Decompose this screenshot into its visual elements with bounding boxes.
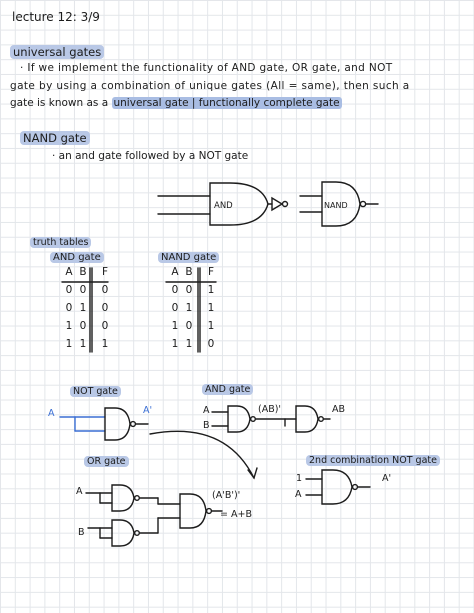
nand-cell: 0: [171, 302, 179, 314]
nand-header-f: F: [207, 266, 215, 278]
not-gate-impl-diagram: [60, 408, 148, 440]
nand-cell: 0: [185, 284, 193, 296]
nand-cell: 1: [171, 320, 179, 332]
nand-gate-label: NAND: [324, 201, 348, 210]
and-cell: 0: [101, 284, 109, 296]
and-table-row: [62, 320, 112, 332]
and-cell: 0: [79, 284, 87, 296]
second-not-diagram: [306, 470, 370, 504]
nand-table-header: [168, 266, 218, 278]
universal-gate-term: universal gate | functionally complete gate: [113, 97, 340, 109]
and-table-header: [62, 266, 112, 278]
nand-cell: 0: [171, 284, 179, 296]
connector-arrow: [150, 431, 254, 478]
nand-table-title-text: NAND gate: [158, 252, 219, 263]
nand-cell: 1: [207, 284, 215, 296]
nand-table-row: [168, 284, 218, 296]
nand-cell: 0: [185, 320, 193, 332]
and-impl-input-b: B: [203, 420, 210, 431]
and-cell: 0: [101, 302, 109, 314]
and-impl-heading: [202, 384, 253, 395]
second-not-output: A': [382, 473, 392, 484]
nand-cell: 1: [207, 302, 215, 314]
nand-cell: 1: [185, 338, 193, 350]
or-impl-heading: [84, 456, 129, 467]
and-cell: 0: [65, 284, 73, 296]
nand-cell: 1: [207, 320, 215, 332]
definition-line-2: gate by using a combination of unique gates (All = same), then such a: [10, 80, 410, 92]
and-table-title-text: AND gate: [50, 252, 104, 263]
nand-cell: 1: [171, 338, 179, 350]
and-table-row: [62, 338, 112, 350]
and-impl-output: AB: [332, 404, 346, 415]
and-cell: 1: [79, 338, 87, 350]
and-cell: 0: [101, 320, 109, 332]
and-header-b: B: [79, 266, 87, 278]
and-header-a: A: [65, 266, 73, 278]
nand-cell: 0: [207, 338, 215, 350]
and-cell: 1: [65, 338, 73, 350]
or-impl-output: (A'B')': [212, 490, 241, 501]
second-not-heading: [306, 455, 440, 466]
and-cell: 1: [79, 302, 87, 314]
truth-tables-heading-text: truth tables: [30, 237, 91, 248]
or-impl-input-a: A: [76, 486, 83, 497]
and-impl-input-a: A: [203, 405, 210, 416]
and-gate-label: AND: [214, 201, 233, 211]
and-cell: 1: [65, 320, 73, 332]
second-not-input-2: A: [295, 489, 302, 500]
and-table-row: [62, 302, 112, 314]
and-cell: 0: [65, 302, 73, 314]
second-not-input-1: 1: [296, 473, 303, 484]
not-input-label: A: [48, 408, 55, 419]
and-impl-heading-text: AND gate: [202, 384, 253, 395]
nand-table-row: [168, 338, 218, 350]
nand-heading-text: NAND gate: [20, 131, 90, 145]
not-gate-heading-text: NOT gate: [70, 386, 121, 397]
and-table-title: [50, 252, 104, 263]
nand-cell: 1: [185, 302, 193, 314]
nand-table-row: [168, 302, 218, 314]
nand-header-a: A: [171, 266, 179, 278]
and-header-f: F: [101, 266, 109, 278]
nand-bubble: [360, 201, 365, 206]
truth-tables-heading: [30, 237, 91, 248]
or-gate-impl-diagram: [86, 485, 222, 546]
nand-header-b: B: [185, 266, 193, 278]
universal-gates-heading-text: universal gates: [10, 45, 104, 59]
not-triangle: [272, 198, 282, 210]
or-impl-result: = A+B: [220, 509, 252, 520]
nand-table-row: [168, 320, 218, 332]
nand-description: · an and gate followed by a NOT gate: [52, 150, 249, 162]
or-impl-heading-text: OR gate: [84, 456, 129, 467]
second-not-heading-text: 2nd combination NOT gate: [306, 455, 440, 466]
not-output-label: A': [143, 405, 153, 416]
or-impl-input-b: B: [78, 527, 85, 538]
and-table-row: [62, 284, 112, 296]
lecture-title: lecture 12: 3/9: [12, 10, 100, 24]
not-gate-heading: [70, 386, 121, 397]
and-cell: 0: [79, 320, 87, 332]
nand-table-title: [158, 252, 219, 263]
and-impl-mid-label: (AB)': [258, 404, 282, 415]
and-cell: 1: [101, 338, 109, 350]
definition-line-3-prefix: gate is known as a: [10, 97, 109, 109]
definition-line-1: · If we implement the functionality of AND gate, OR gate, and NOT: [20, 62, 393, 74]
